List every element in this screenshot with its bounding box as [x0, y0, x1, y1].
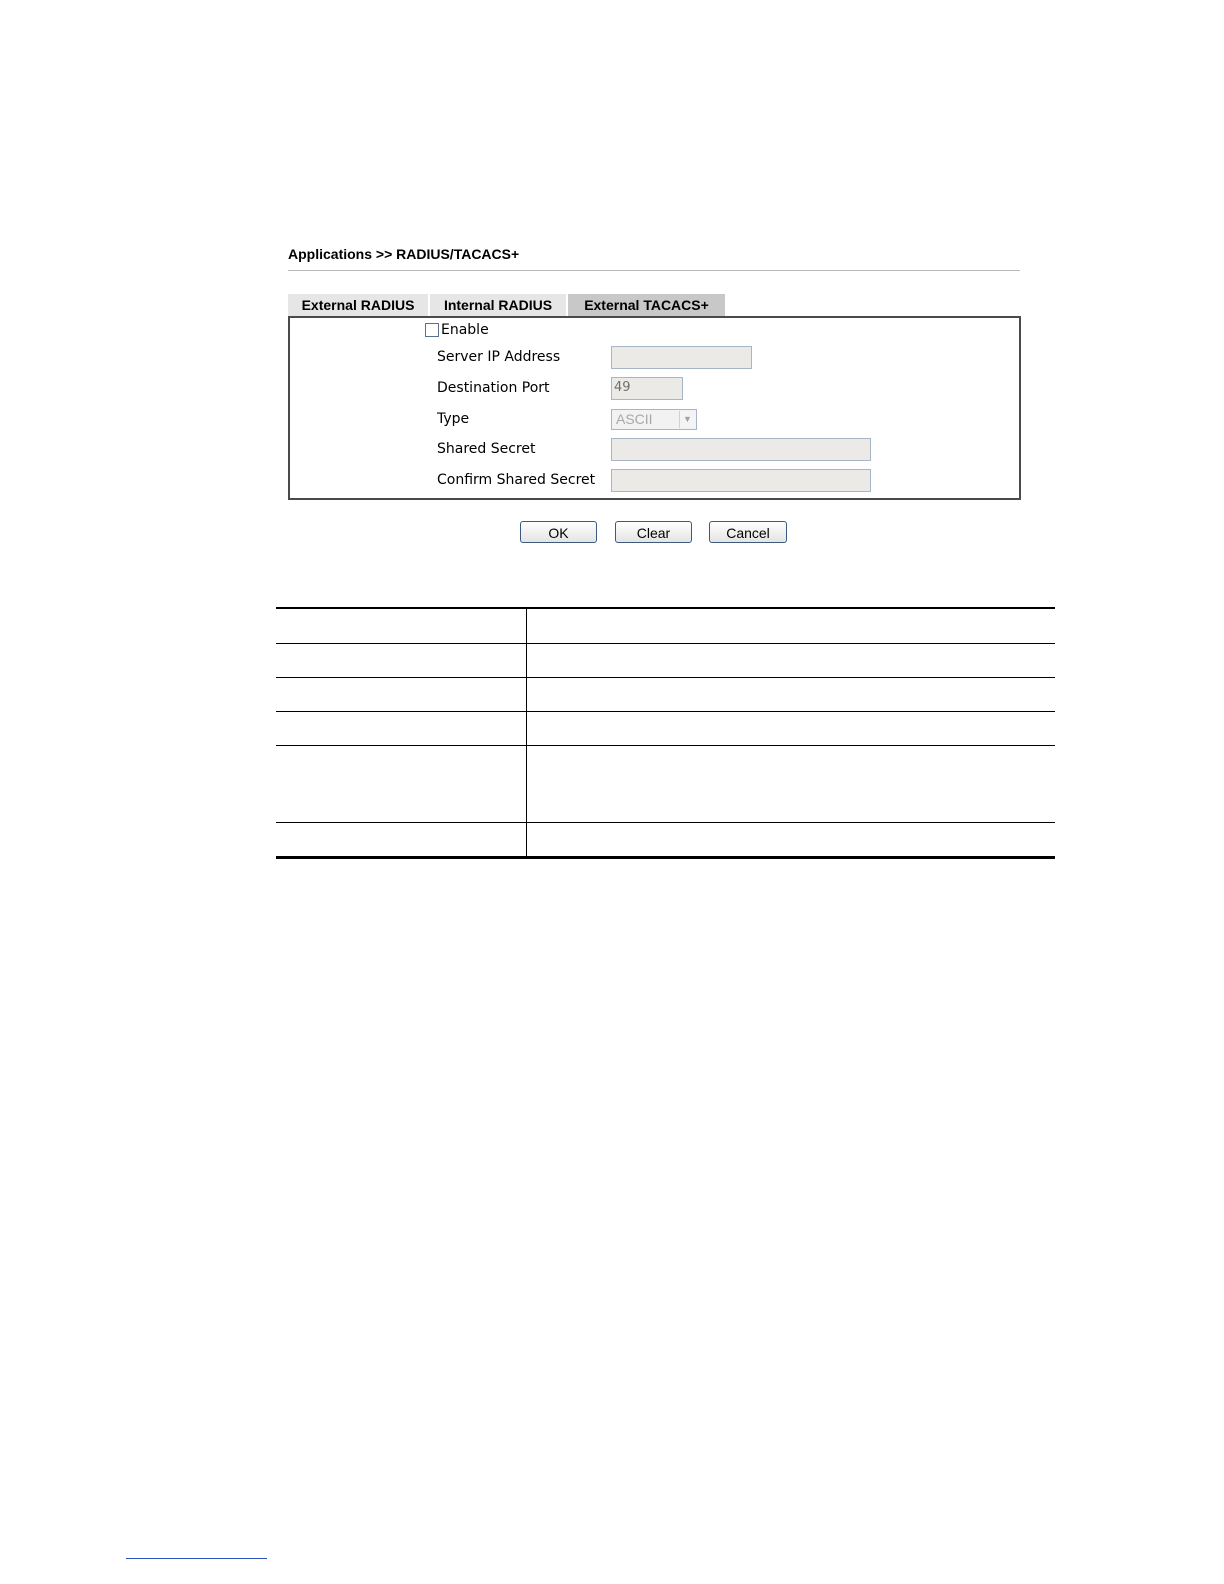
- tab-external-tacacs[interactable]: External TACACS+: [568, 294, 725, 316]
- footnote-divider: [126, 1558, 267, 1559]
- ok-button[interactable]: OK: [520, 521, 597, 543]
- destination-port-label: Destination Port: [437, 380, 550, 396]
- tab-external-radius[interactable]: External RADIUS: [288, 294, 428, 316]
- table-row: [276, 643, 1055, 677]
- server-ip-label: Server IP Address: [437, 349, 561, 365]
- clear-button[interactable]: Clear: [615, 521, 692, 543]
- chevron-down-icon: ▼: [679, 411, 695, 428]
- shared-secret-input[interactable]: [611, 438, 871, 461]
- type-select-value: ASCII: [616, 411, 653, 427]
- shared-secret-label: Shared Secret: [437, 441, 536, 457]
- table-row: [276, 745, 1055, 822]
- confirm-secret-label: Confirm Shared Secret: [437, 472, 596, 488]
- type-label: Type: [437, 411, 470, 427]
- server-ip-input[interactable]: [611, 346, 752, 369]
- table-row: [276, 677, 1055, 711]
- cancel-button[interactable]: Cancel: [709, 521, 787, 543]
- table-row: [276, 711, 1055, 745]
- type-select[interactable]: [611, 409, 697, 430]
- breadcrumb-divider: [288, 270, 1020, 271]
- confirm-secret-input[interactable]: [611, 469, 871, 492]
- table-row: [276, 608, 1055, 643]
- destination-port-input[interactable]: 49: [611, 377, 683, 400]
- table-row: [276, 822, 1055, 857]
- enable-label: Enable: [441, 322, 489, 338]
- breadcrumb: Applications >> RADIUS/TACACS+: [288, 246, 520, 262]
- enable-checkbox[interactable]: [425, 323, 439, 337]
- tab-internal-radius[interactable]: Internal RADIUS: [430, 294, 566, 316]
- description-table: [276, 607, 1055, 859]
